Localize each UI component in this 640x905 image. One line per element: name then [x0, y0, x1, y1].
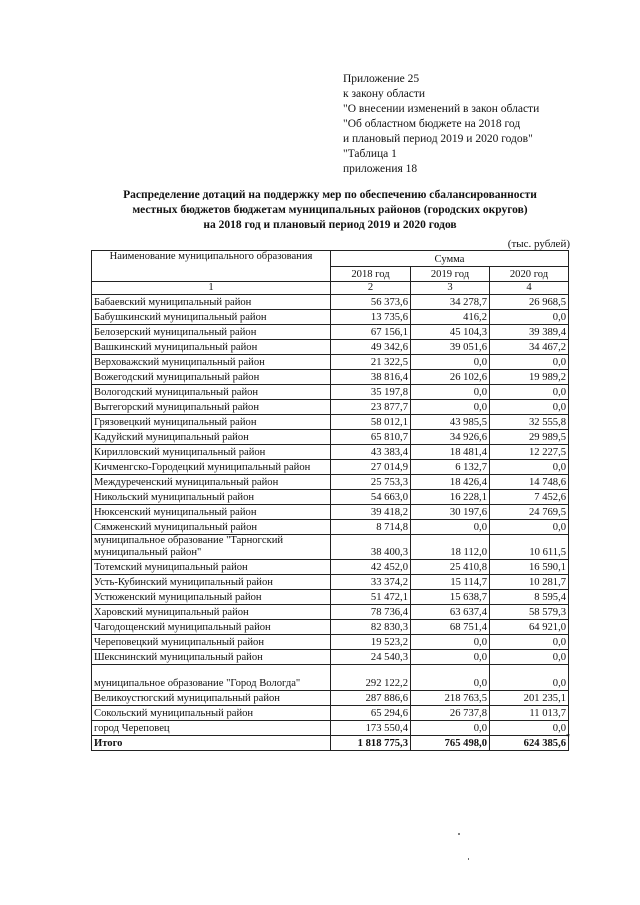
table-row [92, 355, 569, 370]
municipality-name: Кадуйский муниципальный район [92, 430, 331, 445]
amount-2018: 27 014,9 [331, 460, 411, 475]
amount-2020: 11 013,7 [490, 706, 569, 721]
appendix-line: к закону области [343, 88, 426, 100]
amount-2020: 0,0 [490, 355, 569, 370]
scan-speck [458, 833, 460, 835]
amount-2020: 14 748,6 [490, 475, 569, 490]
table-row [92, 520, 569, 535]
table-row [92, 575, 569, 590]
amount-2018: 287 886,6 [331, 691, 411, 706]
table-row [92, 445, 569, 460]
amount-2018: 38 400,3 [331, 535, 411, 560]
table-row [92, 620, 569, 635]
amount-2018: 292 122,2 [331, 665, 411, 691]
amount-2020: 24 769,5 [490, 505, 569, 520]
amount-2020: 16 590,1 [490, 560, 569, 575]
amount-2019: 68 751,4 [411, 620, 490, 635]
amount-2019: 0,0 [411, 635, 490, 650]
column-index-3: 3 [411, 282, 490, 295]
header-name: Наименование муниципального образования [92, 251, 331, 282]
amount-2018: 58 012,1 [331, 415, 411, 430]
municipality-name: Бабаевский муниципальный район [92, 295, 331, 310]
table-row [92, 430, 569, 445]
header-year-2018: 2018 год [331, 266, 411, 282]
table-row [92, 706, 569, 721]
municipality-name: Никольский муниципальный район [92, 490, 331, 505]
amount-2020: 0,0 [490, 400, 569, 415]
amount-2019: 0,0 [411, 650, 490, 665]
amount-2019: 0,0 [411, 355, 490, 370]
title-line: местных бюджетов бюджетам муниципальных районов (городских округов) [132, 204, 528, 216]
amount-2020: 29 989,5 [490, 430, 569, 445]
table-row [92, 400, 569, 415]
municipality-name: Кирилловский муниципальный район [92, 445, 331, 460]
amount-2019: 43 985,5 [411, 415, 490, 430]
table-row [92, 590, 569, 605]
municipality-name: Вашкинский муниципальный район [92, 340, 331, 355]
municipality-name: муниципальное образование "Город Вологда" [92, 665, 331, 691]
municipality-name: Итого [92, 736, 331, 751]
municipality-name: Шекснинский муниципальный район [92, 650, 331, 665]
municipality-name: Грязовецкий муниципальный район [92, 415, 331, 430]
amount-2020: 624 385,6 [490, 736, 569, 751]
appendix-line: Приложение 25 [343, 73, 420, 85]
amount-2020: 0,0 [490, 635, 569, 650]
amount-2020: 7 452,6 [490, 490, 569, 505]
table-row [92, 535, 569, 560]
amount-2019: 15 114,7 [411, 575, 490, 590]
table-row [92, 691, 569, 706]
municipality-name: Тотемский муниципальный район [92, 560, 331, 575]
subsidy-table [91, 250, 569, 751]
amount-2018: 13 735,6 [331, 310, 411, 325]
municipality-name: Верховажский муниципальный район [92, 355, 331, 370]
amount-2018: 25 753,3 [331, 475, 411, 490]
amount-2018: 39 418,2 [331, 505, 411, 520]
municipality-name: Великоустюгский муниципальный район [92, 691, 331, 706]
municipality-name: Сямженский муниципальный район [92, 520, 331, 535]
table-row [92, 665, 569, 691]
amount-2019: 0,0 [411, 520, 490, 535]
amount-2020: 10 281,7 [490, 575, 569, 590]
amount-2020: 0,0 [490, 520, 569, 535]
closing-quote-mark: " [566, 733, 571, 744]
amount-2020: 58 579,3 [490, 605, 569, 620]
amount-2020: 201 235,1 [490, 691, 569, 706]
amount-2018: 67 156,1 [331, 325, 411, 340]
title-line: Распределение дотаций на поддержку мер по обеспечению сбалансированности [123, 189, 537, 201]
amount-2019: 0,0 [411, 721, 490, 736]
amount-2019: 30 197,6 [411, 505, 490, 520]
amount-2019: 18 112,0 [411, 535, 490, 560]
amount-2018: 173 550,4 [331, 721, 411, 736]
table-row [92, 475, 569, 490]
municipality-name: Чагодощенский муниципальный район [92, 620, 331, 635]
appendix-line: "Таблица 1 [343, 148, 397, 160]
amount-2020: 34 467,2 [490, 340, 569, 355]
amount-2019: 34 278,7 [411, 295, 490, 310]
scan-speck [468, 858, 469, 860]
municipality-name: город Череповец [92, 721, 331, 736]
amount-2018: 54 663,0 [331, 490, 411, 505]
amount-2020: 10 611,5 [490, 535, 569, 560]
appendix-header [343, 72, 539, 177]
amount-2019: 0,0 [411, 385, 490, 400]
amount-2019: 416,2 [411, 310, 490, 325]
amount-2019: 25 410,8 [411, 560, 490, 575]
amount-2018: 82 830,3 [331, 620, 411, 635]
amount-2018: 33 374,2 [331, 575, 411, 590]
amount-2020: 0,0 [490, 665, 569, 691]
amount-2020: 64 921,0 [490, 620, 569, 635]
amount-2020: 32 555,8 [490, 415, 569, 430]
header-year-2020: 2020 год [490, 266, 569, 282]
appendix-line: и плановый период 2019 и 2020 годов" [343, 133, 533, 145]
amount-2019: 63 637,4 [411, 605, 490, 620]
municipality-name: Нюксенский муниципальный район [92, 505, 331, 520]
amount-2019: 0,0 [411, 665, 490, 691]
total-row [92, 736, 569, 751]
municipality-name: Белозерский муниципальный район [92, 325, 331, 340]
amount-2018: 24 540,3 [331, 650, 411, 665]
table-row [92, 490, 569, 505]
table-row [92, 370, 569, 385]
amount-2018: 51 472,1 [331, 590, 411, 605]
table-row [92, 325, 569, 340]
amount-2019: 15 638,7 [411, 590, 490, 605]
municipality-name: Сокольский муниципальный район [92, 706, 331, 721]
table-row [92, 721, 569, 736]
units-label: (тыс. рублей) [507, 238, 570, 250]
title-line: на 2018 год и плановый период 2019 и 2020 годов [203, 219, 457, 231]
table-row [92, 650, 569, 665]
amount-2019: 34 926,6 [411, 430, 490, 445]
municipality-name: Вожегодский муниципальный район [92, 370, 331, 385]
amount-2020: 0,0 [490, 385, 569, 400]
amount-2018: 35 197,8 [331, 385, 411, 400]
municipality-name: муниципальное образование "Тарногский муниципальный район" [92, 535, 331, 560]
municipality-name: Череповецкий муниципальный район [92, 635, 331, 650]
amount-2020: 0,0 [490, 721, 569, 736]
amount-2019: 18 426,4 [411, 475, 490, 490]
amount-2018: 38 816,4 [331, 370, 411, 385]
column-index-2: 2 [331, 282, 411, 295]
amount-2020: 0,0 [490, 310, 569, 325]
header-sum: Сумма [331, 251, 569, 267]
municipality-name: Харовский муниципальный район [92, 605, 331, 620]
amount-2018: 56 373,6 [331, 295, 411, 310]
amount-2019: 765 498,0 [411, 736, 490, 751]
table-row [92, 505, 569, 520]
document-title [95, 188, 565, 233]
table-row [92, 340, 569, 355]
table-row [92, 460, 569, 475]
amount-2019: 26 102,6 [411, 370, 490, 385]
amount-2019: 16 228,1 [411, 490, 490, 505]
municipality-name: Вологодский муниципальный район [92, 385, 331, 400]
amount-2020: 12 227,5 [490, 445, 569, 460]
amount-2019: 18 481,4 [411, 445, 490, 460]
column-index-1: 1 [92, 282, 331, 295]
amount-2018: 43 383,4 [331, 445, 411, 460]
amount-2018: 1 818 775,3 [331, 736, 411, 751]
amount-2018: 78 736,4 [331, 605, 411, 620]
table-row [92, 415, 569, 430]
municipality-name: Бабушкинский муниципальный район [92, 310, 331, 325]
amount-2019: 39 051,6 [411, 340, 490, 355]
table-row [92, 385, 569, 400]
amount-2018: 19 523,2 [331, 635, 411, 650]
appendix-line: приложения 18 [343, 163, 418, 175]
municipality-name: Усть-Кубинский муниципальный район [92, 575, 331, 590]
amount-2020: 8 595,4 [490, 590, 569, 605]
appendix-line: "Об областном бюджете на 2018 год [343, 118, 521, 130]
amount-2020: 39 389,4 [490, 325, 569, 340]
municipality-name: Вытегорский муниципальный район [92, 400, 331, 415]
amount-2019: 6 132,7 [411, 460, 490, 475]
table-row [92, 560, 569, 575]
amount-2018: 23 877,7 [331, 400, 411, 415]
municipality-name: Устюженский муниципальный район [92, 590, 331, 605]
amount-2018: 8 714,8 [331, 520, 411, 535]
amount-2019: 218 763,5 [411, 691, 490, 706]
amount-2018: 21 322,5 [331, 355, 411, 370]
amount-2018: 65 810,7 [331, 430, 411, 445]
amount-2019: 0,0 [411, 400, 490, 415]
header-year-2019: 2019 год [411, 266, 490, 282]
table-row [92, 295, 569, 310]
amount-2020: 26 968,5 [490, 295, 569, 310]
amount-2019: 45 104,3 [411, 325, 490, 340]
municipality-name: Кичменгско-Городецкий муниципальный район [92, 460, 331, 475]
table-row [92, 605, 569, 620]
table-row [92, 635, 569, 650]
municipality-name: Междуреченский муниципальный район [92, 475, 331, 490]
amount-2019: 26 737,8 [411, 706, 490, 721]
amount-2018: 42 452,0 [331, 560, 411, 575]
amount-2018: 65 294,6 [331, 706, 411, 721]
column-index-4: 4 [490, 282, 569, 295]
amount-2020: 19 989,2 [490, 370, 569, 385]
amount-2018: 49 342,6 [331, 340, 411, 355]
amount-2020: 0,0 [490, 650, 569, 665]
appendix-line: "О внесении изменений в закон области [343, 103, 540, 115]
amount-2020: 0,0 [490, 460, 569, 475]
table-row [92, 310, 569, 325]
